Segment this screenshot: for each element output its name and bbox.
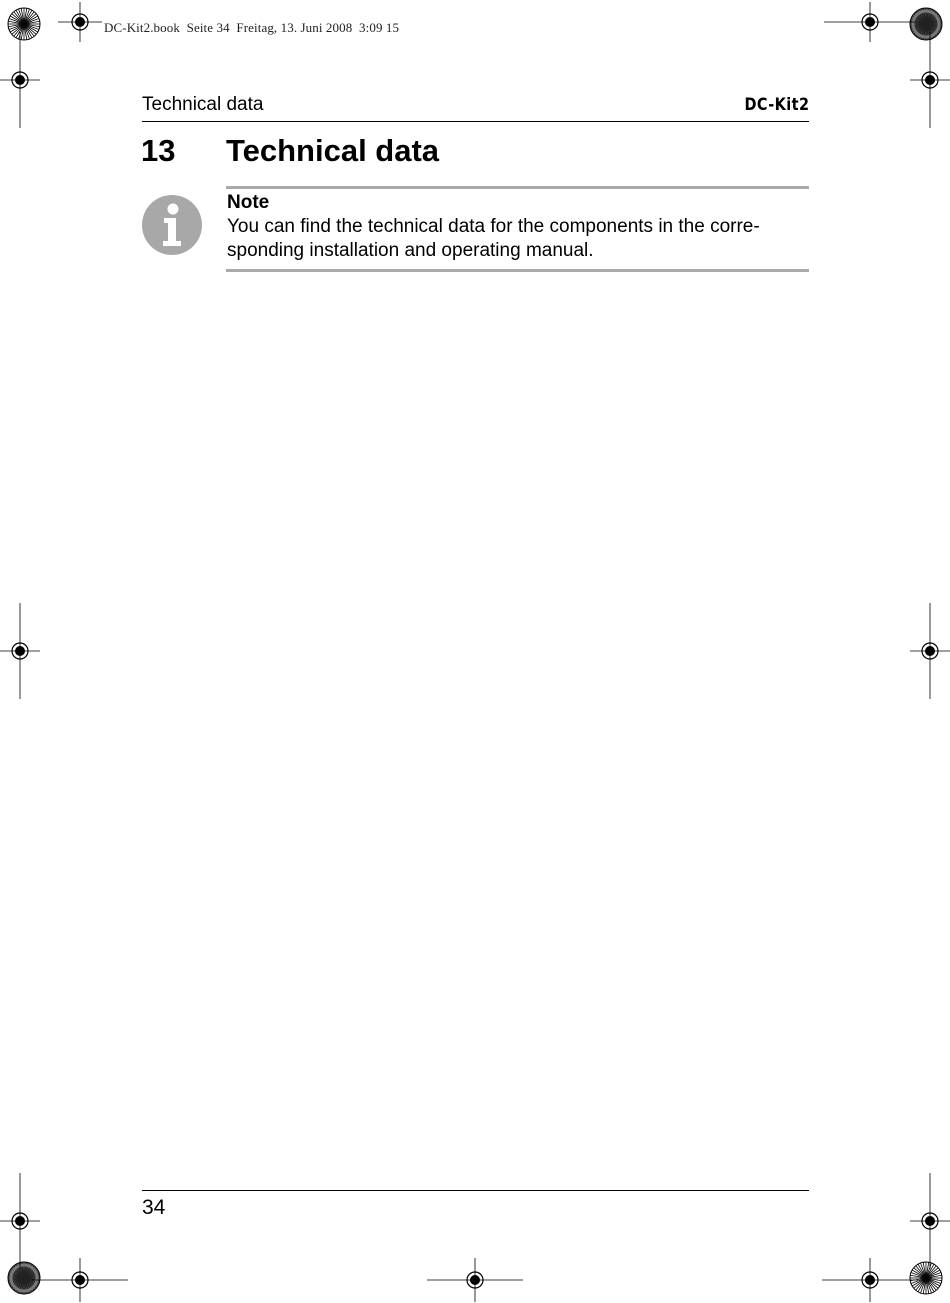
registration-mark-icon [910,1173,950,1269]
footer-rule [142,1190,809,1191]
note-bottom-rule [226,269,809,272]
registration-mark-icon [910,603,950,699]
registration-mark-icon [427,1258,523,1302]
running-header-title: Technical data [142,94,264,115]
registration-mark-icon [0,32,40,128]
chapter-title: Technical data [226,133,440,168]
info-icon [142,195,202,255]
registration-mark-icon [822,1258,918,1302]
registration-mark-icon [32,1258,128,1302]
note-text-line: sponding installation and operating manual. [227,240,594,261]
note-top-rule [226,186,809,189]
registration-mark-icon [58,2,102,42]
color-wheel-icon [910,8,942,40]
color-wheel-icon [8,8,40,40]
note-label: Note [227,192,270,213]
color-wheel-icon [910,1262,942,1294]
chapter-number: 13 [141,133,176,168]
color-wheel-icon [8,1262,40,1294]
print-slug: DC-Kit2.book Seite 34 Freitag, 13. Juni 2008 3:09 15 [104,20,400,35]
registration-mark-icon [0,603,40,699]
running-header-product: DC-Kit2 [743,95,809,115]
registration-mark-icon [0,1173,40,1269]
registration-mark-icon [824,2,916,42]
registration-mark-icon [910,32,950,128]
note-text-line: You can find the technical data for the components in the corre- [227,216,760,237]
page-number: 34 [142,1196,166,1219]
header-rule [142,121,809,122]
